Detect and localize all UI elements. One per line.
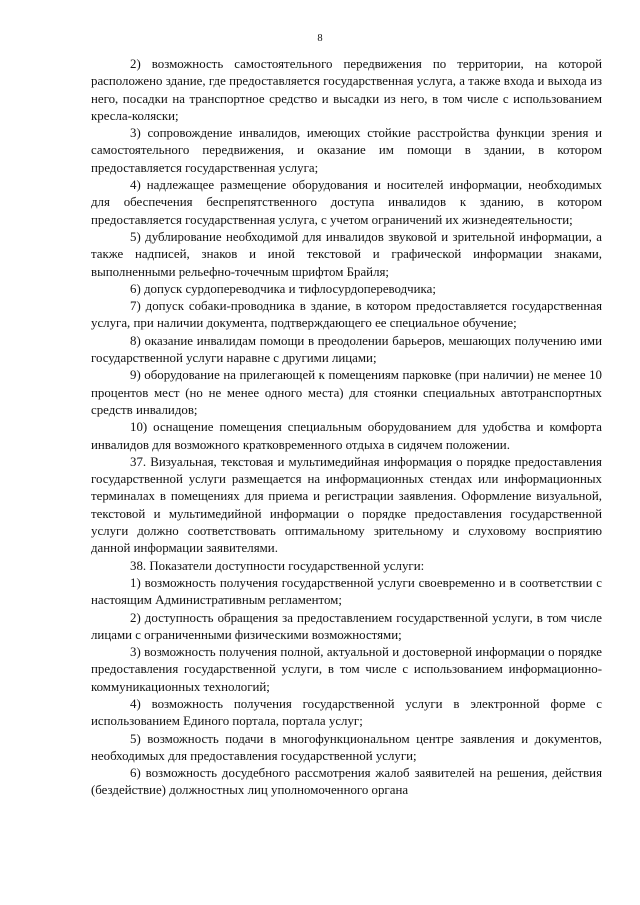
- paragraph-item-6: 6) допуск сурдопереводчика и тифлосурдопереводчика;: [130, 281, 436, 296]
- paragraph-indicator-3: 3) возможность получения полной, актуальной и достоверной информации о порядке предоставления государственной услуги, в том числе с использованием информационно-коммуникационных технологий;: [91, 645, 602, 694]
- paragraph-indicator-5: 5) возможность подачи в многофункциональном центре заявления и документов, необходимых для предоставления государственной услуги;: [91, 731, 602, 763]
- paragraph-section-38: 38. Показатели доступности государственной услуги:: [130, 558, 425, 573]
- paragraph-item-10: 10) оснащение помещения специальным оборудованием для удобства и комфорта инвалидов для возможного кратковременного отдыха в сидячем положении.: [91, 420, 602, 452]
- paragraph-item-5: 5) дублирование необходимой для инвалидов звуковой и зрительной информации, а также надписей, знаков и иной текстовой и графической информации знаками, выполненными рельефно-точечным шрифтом Брайля;: [91, 229, 602, 279]
- paragraph-item-4: 4) надлежащее размещение оборудования и носителей информации, необходимых для обеспечения беспрепятственного доступа инвалидов к зданию, в котором предоставляется государственная услуга, с учетом ограничений их жизнедеятельности;: [91, 178, 602, 227]
- paragraph-indicator-1: 1) возможность получения государственной услуги своевременно и в соответствии с настоящим Административным регламентом;: [91, 575, 602, 608]
- paragraph-indicator-6: 6) возможность досудебного рассмотрения жалоб заявителей на решения, действия (бездействие) должностных лиц уполномоченного органа: [91, 766, 602, 798]
- paragraph-indicator-4: 4) возможность получения государственной услуги в электронной форме с использованием Единого портала, портала услуг;: [91, 696, 602, 729]
- paragraph-item-8: 8) оказание инвалидам помощи в преодолении барьеров, мешающих получению ими государственной услуги наравне с другими лицами;: [91, 333, 602, 366]
- paragraph-item-2: 2) возможность самостоятельного передвижения по территории, на которой расположено здание, где предоставляется государственная услуга, а также входа и выхода из него, посадки на транспортное средство и высадки из него, в том числе с использованием кресла-коляски;: [91, 57, 602, 123]
- paragraph-indicator-2: 2) доступность обращения за предоставлением государственной услуги, в том числе лицами с ограниченными физическими возможностями;: [91, 610, 602, 642]
- page-number: 8: [317, 33, 323, 44]
- document-body: [91, 56, 602, 800]
- paragraph-item-3: 3) сопровождение инвалидов, имеющих стойкие расстройства функции зрения и самостоятельного передвижения, и оказание им помощи в здании, в котором предоставляется государственная услуга;: [91, 126, 602, 175]
- paragraph-section-37: 37. Визуальная, текстовая и мультимедийная информация о порядке предоставления государственной услуги размещается на информационных стендах или информационных терминалах в помещениях для приема и регистрации заявления. Оформление визуальной, текстовой и мультимедийной информации о порядке предоставления государственной услуги должно соответствовать оптимальному зрительному и слуховому восприятию данной информации заявителями.: [91, 454, 602, 556]
- paragraph-item-7: 7) допуск собаки-проводника в здание, в котором предоставляется государственная услуга, при наличии документа, подтверждающего ее специальное обучение;: [91, 299, 602, 331]
- paragraph-item-9: 9) оборудование на прилегающей к помещениям парковке (при наличии) не менее 10 процентов мест (но не менее одного места) для стоянки специальных автотранспортных средств инвалидов;: [91, 368, 602, 417]
